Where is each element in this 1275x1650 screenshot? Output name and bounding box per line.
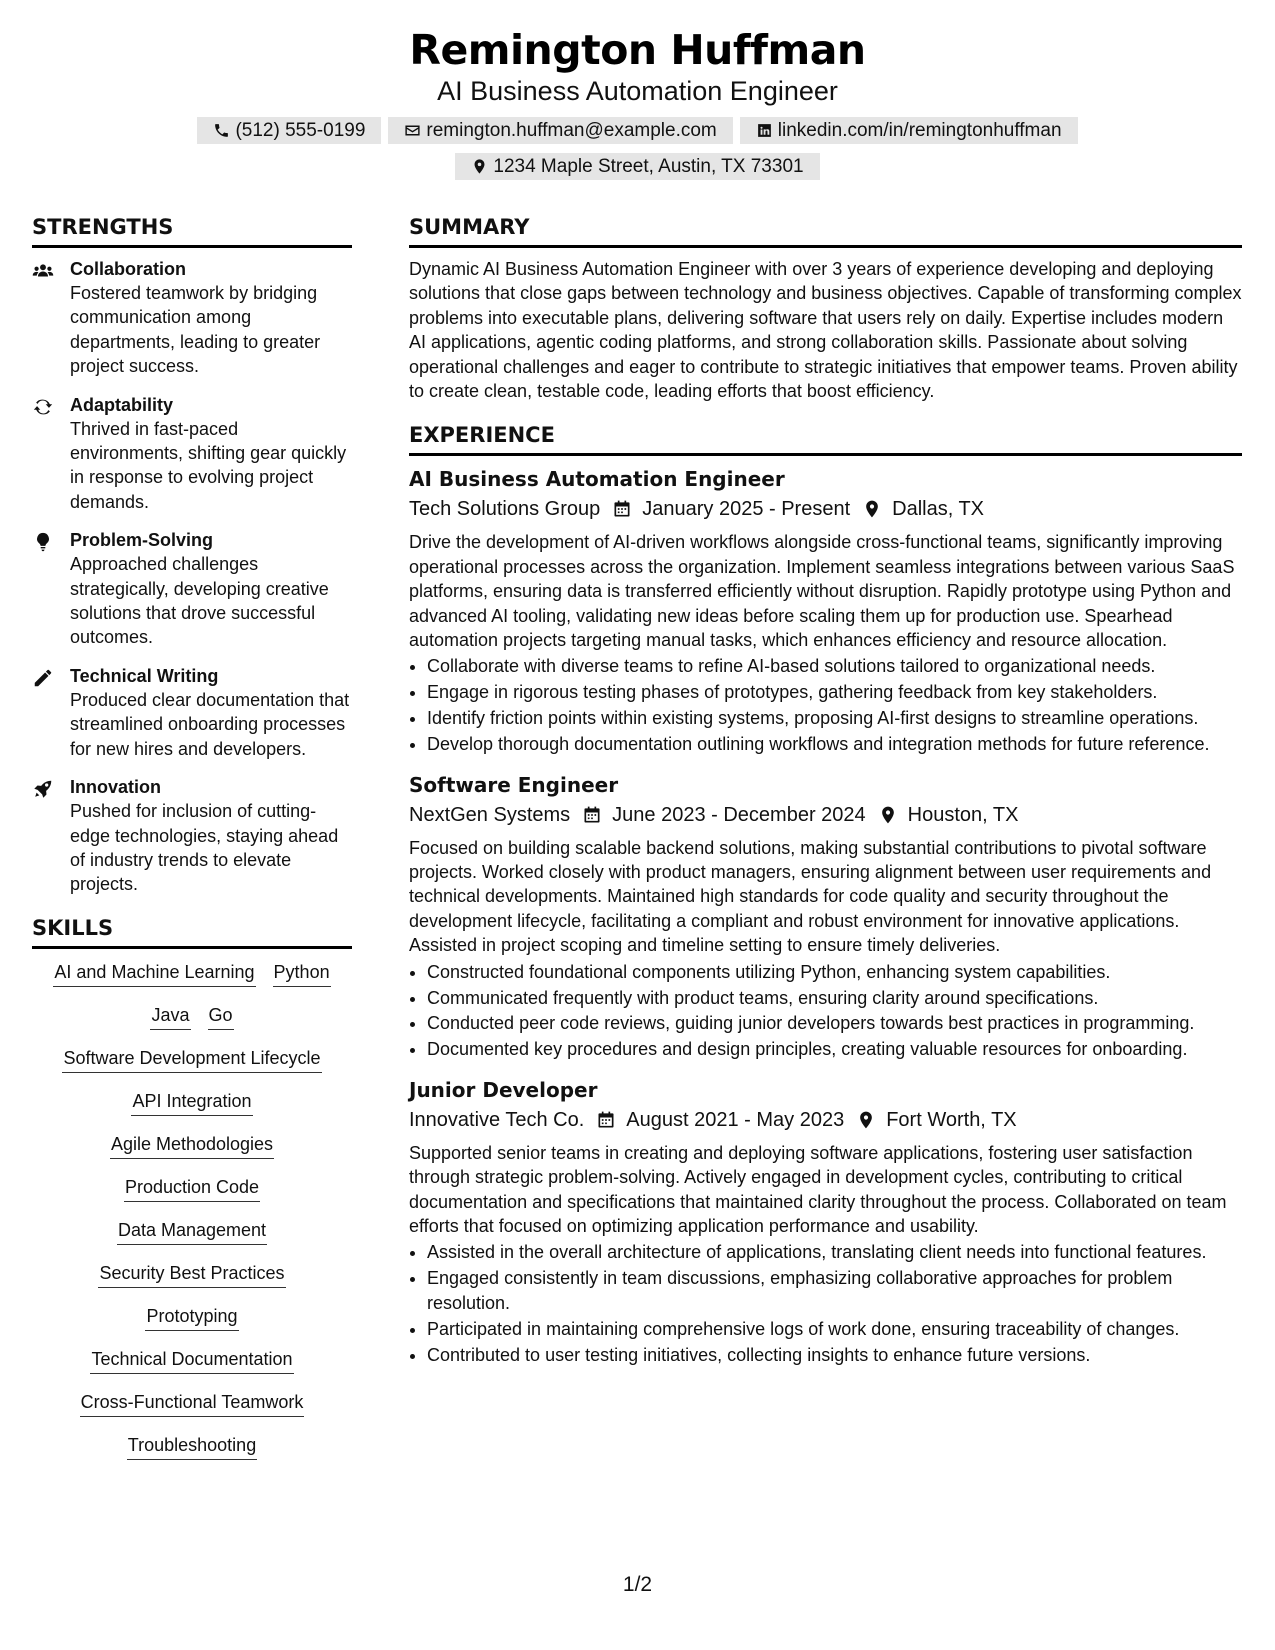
skill-tag: Go	[208, 1001, 234, 1030]
map-pin-icon	[862, 499, 882, 519]
email-text: remington.huffman@example.com	[426, 120, 717, 141]
left-column	[32, 212, 352, 1474]
strength-item	[32, 775, 352, 897]
job-location: Dallas, TX	[892, 498, 985, 521]
job-description: Focused on building scalable backend solutions, making substantial contributions to pivotal software projects. Worked closely with product managers, ensuring alignment between user requirements and technical developments. Maintained high standards for code quality and security throughout the development lifecycle, facilitating a compliant and robust environment for innovative applications. Assisted in project scoping and timeline setting to ensure timely deliveries.	[409, 837, 1212, 956]
contact-row	[0, 117, 1275, 144]
strength-desc: Thrived in fast-paced environments, shifting gear quickly in response to evolving project demands.	[70, 418, 347, 512]
resume-header	[0, 0, 1275, 180]
experience-heading: EXPERIENCE	[409, 420, 1242, 456]
list-item: • Collaborate with diverse teams to refine AI-based solutions tailored to organizational needs.	[427, 654, 1242, 678]
job-dates: June 2023 - December 2024	[612, 803, 866, 826]
job-company: Innovative Tech Co.	[409, 1108, 585, 1131]
job-entry	[409, 465, 1242, 756]
skill-tag: Data Management	[117, 1216, 267, 1245]
users-icon	[32, 260, 54, 282]
rocket-icon	[32, 778, 54, 800]
phone-chip[interactable]	[197, 117, 381, 144]
linkedin-text: linkedin.com/in/remingtonhuffman	[777, 120, 1062, 141]
strength-name: Problem-Solving	[70, 530, 214, 551]
address-chip	[455, 153, 819, 180]
skills-heading: SKILLS	[32, 913, 352, 949]
skills-list	[32, 958, 352, 1460]
strength-name: Adaptability	[70, 394, 174, 415]
job-title: AI Business Automation Engineer	[409, 467, 785, 492]
skill-tag: Production Code	[124, 1173, 260, 1202]
sync-icon	[32, 396, 54, 418]
skill-tag: Security Best Practices	[98, 1259, 285, 1288]
job-bullets	[409, 1240, 1242, 1367]
list-item: • Identify friction points within existing systems, proposing AI-first designs to streamline operations.	[427, 706, 1242, 730]
job-dates: January 2025 - Present	[642, 498, 851, 521]
job-company: NextGen Systems	[409, 803, 571, 826]
skill-tag: Prototyping	[145, 1302, 238, 1331]
linkedin-icon	[756, 122, 773, 139]
job-description: Supported senior teams in creating and deploying software applications, fostering user satisfaction through strategic problem-solving. Actively engaged in development cycles, contributing to critical documentation and specifications that maintained clarity throughout the process. Collaborated on team efforts that focused on optimizing application performance and usability.	[409, 1142, 1227, 1236]
strength-item	[32, 664, 352, 761]
skill-tag: Java	[150, 1001, 190, 1030]
skill-tag: Python	[273, 958, 331, 987]
list-item: • Assisted in the overall architecture of applications, translating client needs into functional features.	[427, 1240, 1242, 1264]
strength-item	[32, 528, 352, 650]
strength-item	[32, 257, 352, 379]
summary-heading: SUMMARY	[409, 212, 1242, 248]
skill-tag: Cross-Functional Teamwork	[80, 1388, 305, 1417]
lightbulb-icon	[32, 531, 54, 553]
list-item: • Contributed to user testing initiatives, collecting insights to enhance future versions.	[427, 1343, 1242, 1367]
phone-icon	[213, 122, 230, 139]
job-meta	[409, 799, 1242, 831]
strength-desc: Fostered teamwork by bridging communication among departments, leading to greater project success.	[70, 283, 321, 377]
list-item: • Engaged consistently in team discussions, emphasizing collaborative approaches for problem resolution.	[427, 1266, 1242, 1315]
job-description: Drive the development of AI-driven workflows alongside cross-functional teams, significantly improving operational processes across the organization. Implement seamless integrations between various SaaS platforms, ensuring data is transferred efficiently without disruption. Rapidly prototype using Python and advanced AI tooling, validating new ideas before scaling them up for production use. Spearhead automation projects targeting manual tasks, which enhances efficiency and resource allocation.	[409, 532, 1235, 651]
skill-tag: Troubleshooting	[127, 1431, 257, 1460]
right-column	[409, 212, 1242, 1381]
map-pin-icon	[471, 158, 488, 175]
linkedin-chip[interactable]	[740, 117, 1078, 144]
calendar-icon	[596, 1110, 616, 1130]
calendar-icon	[582, 805, 602, 825]
job-title: Junior Developer	[409, 1077, 598, 1102]
job-bullets	[409, 654, 1242, 756]
strength-name: Collaboration	[70, 259, 186, 279]
list-item: • Conducted peer code reviews, guiding junior developers towards best practices in programming.	[427, 1011, 1242, 1035]
skills-section	[32, 913, 352, 1460]
list-item: • Engage in rigorous testing phases of prototypes, gathering feedback from key stakeholders.	[427, 680, 1242, 704]
job-location: Houston, TX	[907, 803, 1019, 826]
list-item: • Develop thorough documentation outlining workflows and integration methods for future reference.	[427, 732, 1242, 756]
phone-text: (512) 555-0199	[235, 120, 366, 141]
contact-row-2	[0, 153, 1275, 180]
map-pin-icon	[878, 805, 898, 825]
skill-tag: API Integration	[131, 1087, 252, 1116]
candidate-name: Remington Huffman	[409, 26, 866, 74]
calendar-icon	[612, 499, 632, 519]
skill-tag: Agile Methodologies	[110, 1130, 274, 1159]
job-meta	[409, 493, 1242, 525]
strength-name: Technical Writing	[70, 665, 219, 686]
address-text: 1234 Maple Street, Austin, TX 73301	[493, 156, 804, 177]
envelope-icon	[404, 122, 421, 139]
map-pin-icon	[856, 1110, 876, 1130]
skill-tag: Technical Documentation	[90, 1345, 293, 1374]
skill-tag: AI and Machine Learning	[53, 958, 255, 987]
skill-tag: Software Development Lifecycle	[62, 1044, 321, 1073]
list-item: • Participated in maintaining comprehensive logs of work done, ensuring traceability of changes.	[427, 1317, 1242, 1341]
summary-text: Dynamic AI Business Automation Engineer with over 3 years of experience developing and deploying solutions that close gaps between technology and business objectives. Capable of transforming complex problems into executable plans, delivering software that users rely on daily. Expertise includes modern AI applications, agentic coding platforms, and strong collaboration skills. Passionate about solving operational challenges and eager to contribute to strategic initiatives that empower teams. Proven ability to create clean, testable code, leading efforts that boost efficiency.	[409, 259, 1242, 402]
job-meta	[409, 1104, 1242, 1136]
job-bullets	[409, 960, 1242, 1062]
job-title: Software Engineer	[409, 772, 619, 797]
list-item: • Constructed foundational components utilizing Python, enhancing system capabilities.	[427, 960, 1242, 984]
email-chip[interactable]	[388, 117, 732, 144]
candidate-title: AI Business Automation Engineer	[437, 76, 838, 106]
job-entry	[409, 1076, 1242, 1367]
job-location: Fort Worth, TX	[886, 1108, 1017, 1131]
page-number: 1/2	[622, 1573, 653, 1596]
list-item: • Communicated frequently with product teams, ensuring clarity around specifications.	[427, 986, 1242, 1010]
strength-desc: Approached challenges strategically, developing creative solutions that drove successful outcomes.	[70, 554, 329, 648]
strengths-heading: STRENGTHS	[32, 212, 352, 248]
strength-desc: Produced clear documentation that streamlined onboarding processes for new hires and developers.	[70, 689, 350, 759]
strength-item	[32, 393, 352, 515]
job-company: Tech Solutions Group	[409, 498, 601, 521]
pencil-icon	[32, 667, 54, 689]
strength-desc: Pushed for inclusion of cutting-edge technologies, staying ahead of industry trends to elevate projects.	[70, 801, 339, 895]
job-dates: August 2021 - May 2023	[626, 1108, 845, 1131]
job-entry	[409, 771, 1242, 1062]
strength-name: Innovation	[70, 777, 161, 798]
list-item: • Documented key procedures and design principles, creating valuable resources for onboarding.	[427, 1037, 1242, 1061]
